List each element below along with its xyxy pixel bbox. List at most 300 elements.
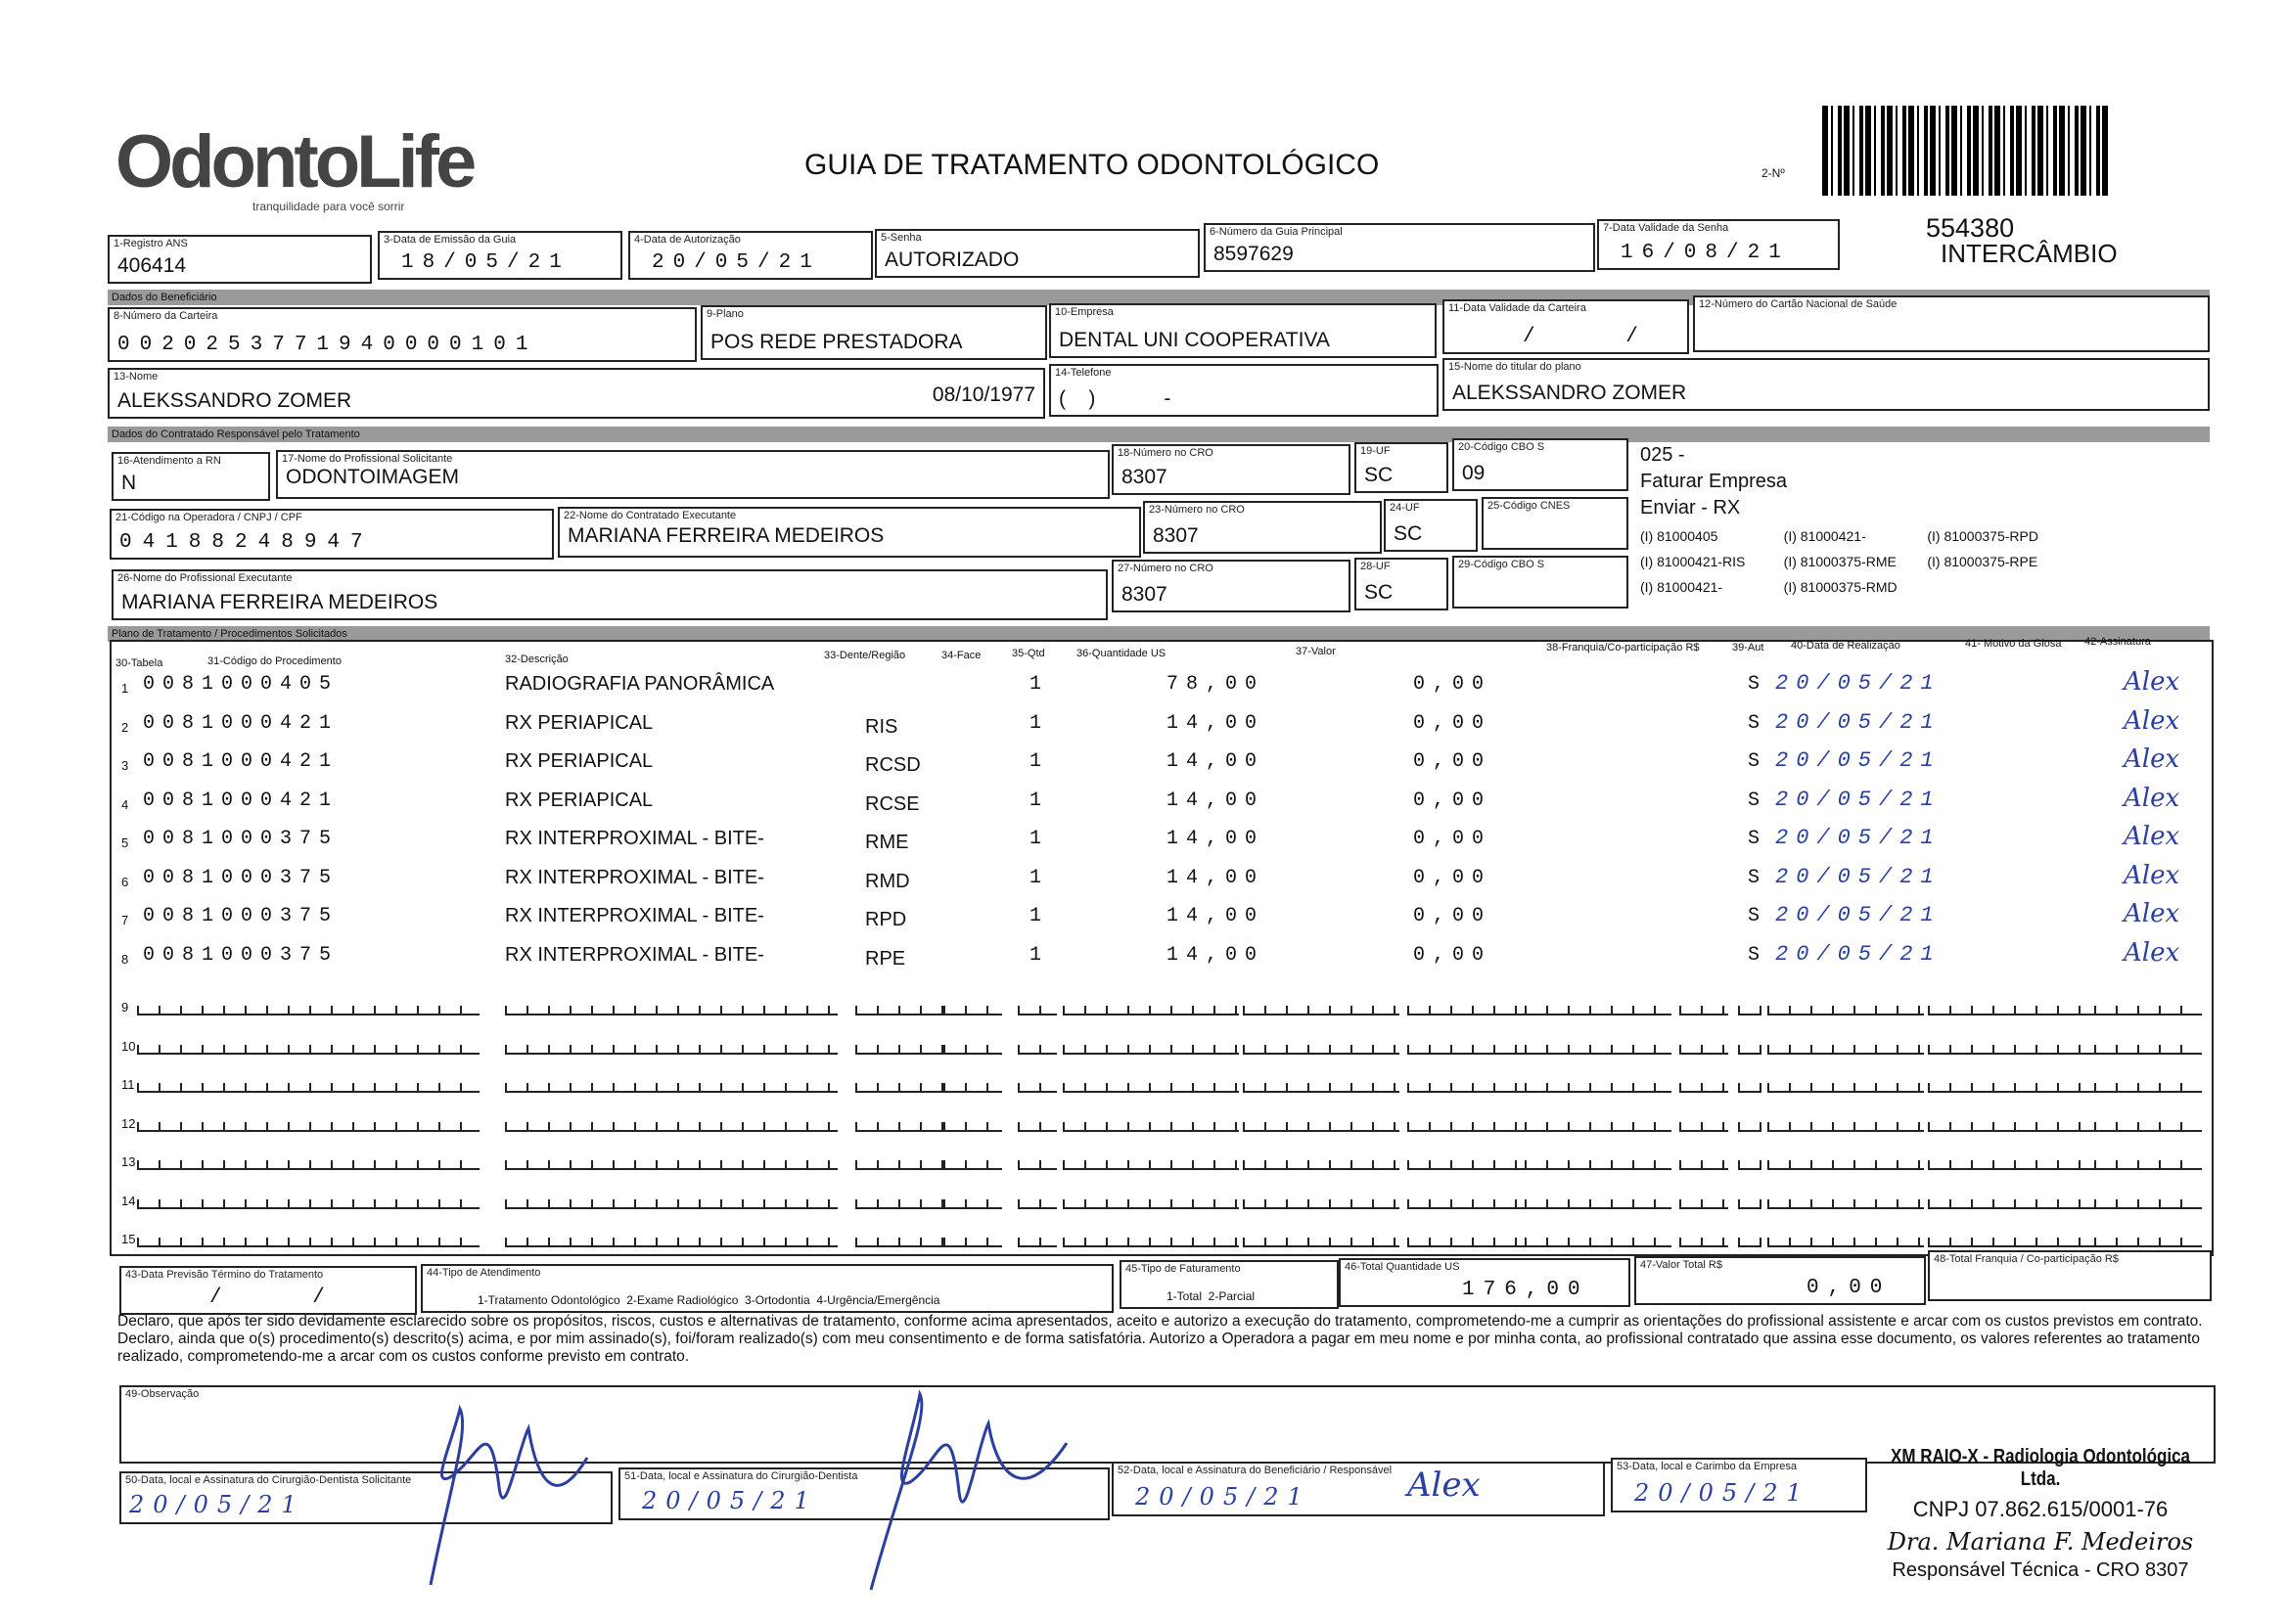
code-item: (I) 81000421- <box>1783 528 1866 544</box>
page-title: GUIA DE TRATAMENTO ODONTOLÓGICO <box>804 149 1380 181</box>
cell-group[interactable] <box>137 1073 480 1093</box>
field-value: N <box>121 472 137 494</box>
cell-group[interactable] <box>1679 996 1728 1015</box>
cell-group[interactable] <box>2094 1073 2202 1093</box>
field-uf-solicitante[interactable] <box>1354 442 1448 493</box>
cell-group[interactable] <box>1738 996 1761 1015</box>
cell-group[interactable] <box>1243 1150 1399 1170</box>
cell-group[interactable] <box>1679 1228 1728 1247</box>
row-description: RADIOGRAFIA PANORÂMICA <box>505 673 775 695</box>
row-code: 0081000421 <box>143 750 340 773</box>
cell-group[interactable] <box>1767 1190 1924 1209</box>
row-valor: 0,00 <box>1413 905 1492 927</box>
row-us: 14,00 <box>1166 789 1265 812</box>
field-label: 49-Observação <box>125 1388 200 1400</box>
field-value: 406414 <box>117 254 187 277</box>
field-value: 1-Total 2-Parcial <box>1166 1289 1256 1303</box>
notes-line-2: Faturar Empresa <box>1640 471 1788 492</box>
field-previsao-termino[interactable] <box>119 1266 417 1315</box>
field-label: 21-Código na Operadora / CNPJ / CPF <box>115 512 302 523</box>
field-label: 44-Tipo de Atendimento <box>427 1267 541 1279</box>
row-number: 1 <box>121 681 129 696</box>
cell-group[interactable] <box>505 1035 838 1055</box>
row-number: 13 <box>121 1154 136 1169</box>
field-label: 8-Número da Carteira <box>114 310 218 322</box>
row-code: 0081000375 <box>143 866 340 889</box>
cell-group[interactable] <box>1525 996 1671 1015</box>
row-qty: 1 <box>1029 789 1050 812</box>
field-value: 04188248947 <box>119 531 374 554</box>
cell-group[interactable] <box>2094 1112 2202 1132</box>
field-label: 50-Data, local e Assinatura do Cirurgião-Dentista Solicitante <box>125 1474 412 1486</box>
cell-group[interactable] <box>1407 1035 1525 1055</box>
cell-group[interactable] <box>943 996 1002 1015</box>
cell-group[interactable] <box>855 996 943 1015</box>
cell-group[interactable] <box>1063 996 1239 1015</box>
cell-group[interactable] <box>1018 996 1057 1015</box>
cell-group[interactable] <box>1738 1073 1761 1093</box>
field-value: 8307 <box>1121 466 1167 488</box>
cell-group[interactable] <box>1679 1035 1728 1055</box>
row-aut: S <box>1748 750 1768 773</box>
cell-group[interactable] <box>1063 1112 1239 1132</box>
row-valor: 0,00 <box>1413 673 1492 696</box>
cell-group[interactable] <box>1063 1073 1239 1093</box>
cell-group[interactable] <box>1407 1228 1525 1247</box>
field-label: 20-Código CBO S <box>1458 441 1545 453</box>
row-signature: Alex <box>2124 822 2180 851</box>
notes-line-1: 025 - <box>1640 444 1685 466</box>
cell-group[interactable] <box>1679 1112 1728 1132</box>
field-value: SC <box>1364 464 1394 486</box>
cell-group[interactable] <box>505 1228 838 1247</box>
cell-group[interactable] <box>505 996 838 1015</box>
cell-group[interactable] <box>137 1190 480 1209</box>
field-total-franquia[interactable] <box>1928 1250 2212 1301</box>
field-guia-principal[interactable] <box>1204 223 1595 272</box>
row-description: RX PERIAPICAL <box>505 789 654 811</box>
row-valor: 0,00 <box>1413 750 1492 773</box>
row-region: RMD <box>865 870 910 892</box>
row-number: 8 <box>121 951 129 967</box>
field-label: 12-Número do Cartão Nacional de Saúde <box>1699 298 1898 310</box>
row-date: 20/05/21 <box>1775 864 1942 889</box>
cell-group[interactable] <box>1243 1073 1399 1093</box>
cell-group[interactable] <box>2094 1190 2202 1209</box>
field-tipo-faturamento[interactable] <box>1120 1260 1339 1309</box>
field-label: 27-Número no CRO <box>1118 563 1213 574</box>
row-qty: 1 <box>1029 828 1050 850</box>
field-data-emissao[interactable] <box>378 231 622 280</box>
field-cnes[interactable] <box>1482 497 1628 550</box>
col-valor: 37-Valor <box>1296 646 1336 657</box>
col-codigo: 31-Código do Procedimento <box>207 655 342 667</box>
field-label: 28-UF <box>1360 561 1391 572</box>
field-label: 13-Nome <box>114 371 159 383</box>
row-us: 14,00 <box>1166 750 1265 773</box>
row-code: 0081000375 <box>143 905 340 927</box>
birth-date: 08/10/1977 <box>932 383 1035 406</box>
cell-group[interactable] <box>1928 1073 2094 1093</box>
row-aut: S <box>1748 789 1768 812</box>
row-us: 14,00 <box>1166 905 1265 927</box>
cell-group[interactable] <box>1928 1150 2094 1170</box>
code-item <box>1927 574 2071 600</box>
field-label: 1-Registro ANS <box>114 238 188 249</box>
row-code: 0081000405 <box>143 673 340 696</box>
row-number: 6 <box>121 874 129 889</box>
logo-text: OdontoLife <box>115 120 474 203</box>
cell-group[interactable] <box>1018 1190 1057 1209</box>
field-label: 11-Data Validade da Carteira <box>1448 302 1586 314</box>
row-code: 0081000421 <box>143 711 340 735</box>
row-signature: Alex <box>2124 705 2180 736</box>
field-value: SC <box>1394 522 1423 545</box>
cell-group[interactable] <box>1738 1190 1761 1209</box>
field-label: 7-Data Validade da Senha <box>1603 222 1729 234</box>
row-qty: 1 <box>1029 905 1050 927</box>
cell-group[interactable] <box>1525 1035 1671 1055</box>
cell-group[interactable] <box>943 1190 1002 1209</box>
declaration-text: Declaro, que após ter sido devidamente esclarecido sobre os propósitos, riscos, custos e alternativas de tratamento, conforme acima apresentados, aceito e autorizo a execução do tratamento, comprometendo-me a cumprir as orientações do profissional assistente e arcar com os custos previstos em contrato. Declaro, ainda que o(s) procedimento(s) descrito(s) acima, e por mim assinado(s), foi/foram realizado(s) com meu consentimento e de forma satisfatória. Autorizo a Operadora a pagar em meu nome e por minha conta, ao profissional contratado que assina esse documento, os valores referentes ao tratamento realizado, comprometendo-me a arcar com os custos conforme previsto em contrato. <box>117 1313 2203 1365</box>
cell-group[interactable] <box>1243 1228 1399 1247</box>
field-value: 0020253771940000101 <box>117 334 538 356</box>
cell-group[interactable] <box>1243 1112 1399 1132</box>
cell-group[interactable] <box>1738 1228 1761 1247</box>
field-total-us[interactable] <box>1339 1258 1630 1307</box>
cell-group[interactable] <box>1243 1190 1399 1209</box>
cell-group[interactable] <box>1063 1035 1239 1055</box>
cell-group[interactable] <box>1525 1150 1671 1170</box>
col-qtd: 35-Qtd <box>1012 648 1045 659</box>
cell-group[interactable] <box>505 1150 838 1170</box>
cell-group[interactable] <box>1928 1035 2094 1055</box>
field-telefone[interactable] <box>1049 364 1439 417</box>
field-cro-solicitante[interactable] <box>1112 444 1350 495</box>
cell-group[interactable] <box>855 1035 943 1055</box>
field-value: 09 <box>1462 462 1486 484</box>
field-value: / / <box>209 1286 364 1309</box>
cell-group[interactable] <box>943 1228 1002 1247</box>
field-label: 6-Número da Guia Principal <box>1210 226 1343 238</box>
cell-group[interactable] <box>137 1228 480 1247</box>
cell-group[interactable] <box>1525 1073 1671 1093</box>
row-date: 20/05/21 <box>1775 709 1942 735</box>
row-signature: Alex <box>2124 744 2180 774</box>
cell-group[interactable] <box>1407 1190 1525 1209</box>
cell-group[interactable] <box>505 1112 838 1132</box>
cell-group[interactable] <box>1018 1035 1057 1055</box>
field-numero-carteira[interactable] <box>108 307 697 362</box>
row-number: 7 <box>121 913 129 927</box>
row-number: 12 <box>121 1115 136 1131</box>
cell-group[interactable] <box>1407 1150 1525 1170</box>
row-region: RPE <box>865 947 906 970</box>
field-plano[interactable] <box>701 305 1047 360</box>
field-data-autorizacao[interactable] <box>628 231 873 280</box>
cell-group[interactable] <box>1063 1190 1239 1209</box>
field-cbo-profissional[interactable] <box>1452 556 1628 609</box>
field-label: 43-Data Previsão Término do Tratamento <box>125 1269 324 1281</box>
field-label: 22-Nome do Contratado Executante <box>564 510 737 521</box>
field-label: 26-Nome do Profissional Executante <box>117 572 293 584</box>
cell-group[interactable] <box>1928 1112 2094 1132</box>
cell-group[interactable] <box>1243 1035 1399 1055</box>
cell-group[interactable] <box>1679 1150 1728 1170</box>
row-us: 14,00 <box>1166 866 1265 889</box>
field-senha[interactable] <box>875 229 1200 278</box>
beneficiary-signature: Alex <box>1407 1466 1481 1505</box>
row-valor: 0,00 <box>1413 943 1492 967</box>
cell-group[interactable] <box>943 1112 1002 1132</box>
cell-group[interactable] <box>1525 1228 1671 1247</box>
cell-group[interactable] <box>1525 1190 1671 1209</box>
row-code: 0081000375 <box>143 943 340 967</box>
field-label: 9-Plano <box>707 308 744 320</box>
field-label: 14-Telefone <box>1055 367 1112 379</box>
cell-group[interactable] <box>1767 1228 1924 1247</box>
row-date: 20/05/21 <box>1775 787 1942 812</box>
col-motivo-glosa: 41- Motivo da Glosa <box>1965 638 2062 650</box>
stamp-name: Dra. Mariana F. Medeiros <box>1887 1528 2194 1556</box>
row-description: RX PERIAPICAL <box>505 711 654 734</box>
field-value: POS REDE PRESTADORA <box>710 331 963 353</box>
field-label: 48-Total Franquia / Co-participação R$ <box>1934 1253 2119 1265</box>
field-profissional-executante[interactable] <box>112 569 1108 620</box>
cell-group[interactable] <box>505 1190 838 1209</box>
logo-tagline: tranquilidade para você sorrir <box>252 200 405 213</box>
stamp-company: XM RAIO-X - Radiologia Odontológica Ltda. <box>1891 1446 2190 1490</box>
field-value: ALEKSSANDRO ZOMER <box>117 389 352 412</box>
cell-group[interactable] <box>1767 1073 1924 1093</box>
row-valor: 0,00 <box>1413 866 1492 889</box>
field-label: 25-Código CNES <box>1487 500 1571 512</box>
row-region: RCSE <box>865 792 920 815</box>
row-description: RX INTERPROXIMAL - BITE- <box>505 828 764 849</box>
row-us: 14,00 <box>1166 828 1265 850</box>
cell-group[interactable] <box>1018 1228 1057 1247</box>
cell-group[interactable] <box>137 1150 480 1170</box>
row-description: RX INTERPROXIMAL - BITE- <box>505 866 764 888</box>
cell-group[interactable] <box>1928 1228 2094 1247</box>
code-item: (I) 81000375-RPD <box>1927 528 2038 544</box>
cell-group[interactable] <box>855 1073 943 1093</box>
cell-group[interactable] <box>1928 1190 2094 1209</box>
row-signature: Alex <box>2124 937 2180 968</box>
field-value: SC <box>1364 581 1394 604</box>
col-dente: 33-Dente/Região <box>824 650 906 661</box>
row-qty: 1 <box>1029 866 1050 889</box>
row-number: 15 <box>121 1232 136 1246</box>
field-uf-profissional[interactable] <box>1354 558 1448 610</box>
field-value: MARIANA FERREIRA MEDEIROS <box>121 591 438 613</box>
cell-group[interactable] <box>1018 1073 1057 1093</box>
field-assinatura-beneficiario[interactable] <box>1112 1462 1605 1516</box>
row-aut: S <box>1748 943 1768 967</box>
cell-group[interactable] <box>943 1035 1002 1055</box>
row-aut: S <box>1748 905 1768 927</box>
cell-group[interactable] <box>1738 1112 1761 1132</box>
field-profissional-solicitante[interactable] <box>276 450 1110 499</box>
col-data-realizacao: 40-Data de Realização <box>1791 640 1900 652</box>
cell-group[interactable] <box>2094 1228 2202 1247</box>
field-value: 20/05/21 <box>1634 1479 1810 1507</box>
row-date: 20/05/21 <box>1775 748 1942 773</box>
row-valor: 0,00 <box>1413 711 1492 735</box>
field-cartao-nacional[interactable] <box>1693 295 2210 352</box>
cell-group[interactable] <box>1767 1150 1924 1170</box>
cell-group[interactable] <box>1738 1150 1761 1170</box>
col-franquia: 38-Franquia/Co-participação R$ <box>1546 642 1700 654</box>
cell-group[interactable] <box>2094 996 2202 1015</box>
code-item: (I) 81000421- <box>1640 579 1723 595</box>
cell-group[interactable] <box>1767 996 1924 1015</box>
field-value: 0,00 <box>1807 1277 1892 1299</box>
cell-group[interactable] <box>1525 1112 1671 1132</box>
field-label: 17-Nome do Profissional Solicitante <box>282 453 453 465</box>
field-empresa[interactable] <box>1049 303 1437 358</box>
field-cro-executante[interactable] <box>1143 501 1382 554</box>
row-us: 14,00 <box>1166 711 1265 735</box>
field-value: 20/05/21 <box>652 251 821 274</box>
field-label: 47-Valor Total R$ <box>1640 1259 1722 1271</box>
field-cro-profissional[interactable] <box>1112 560 1350 612</box>
section-contratado: Dados do Contratado Responsável pelo Tratamento <box>108 427 2210 442</box>
cell-group[interactable] <box>505 1073 838 1093</box>
field-codigo-operadora[interactable] <box>110 509 554 560</box>
contract-notes <box>1640 444 2071 600</box>
cell-group[interactable] <box>855 1190 943 1209</box>
row-date: 20/05/21 <box>1775 671 1942 696</box>
cell-group[interactable] <box>855 1112 943 1132</box>
row-description: RX INTERPROXIMAL - BITE- <box>505 943 764 966</box>
field-label: 45-Tipo de Faturamento <box>1125 1263 1241 1275</box>
field-value: AUTORIZADO <box>885 248 1020 271</box>
code-item: (I) 81000375-RMD <box>1783 579 1898 595</box>
cell-group[interactable] <box>1679 1190 1728 1209</box>
field-label: 52-Data, local e Assinatura do Beneficiário / Responsável <box>1118 1465 1393 1476</box>
cell-group[interactable] <box>1018 1112 1057 1132</box>
cell-group[interactable] <box>1679 1073 1728 1093</box>
field-label: 15-Nome do titular do plano <box>1448 361 1581 373</box>
dentist-signature-1 <box>391 1370 626 1604</box>
field-validade-carteira[interactable] <box>1442 299 1689 354</box>
guide-no-label: 2-Nº <box>1761 166 1785 180</box>
cell-group[interactable] <box>1063 1150 1239 1170</box>
field-label: 29-Código CBO S <box>1458 559 1545 570</box>
row-number: 4 <box>121 796 129 812</box>
col-descricao: 32-Descrição <box>505 654 569 665</box>
row-code: 0081000421 <box>143 789 340 812</box>
row-number: 2 <box>121 719 129 735</box>
company-stamp <box>1859 1446 2221 1582</box>
stamp-role: Responsável Técnica - CRO 8307 <box>1892 1559 2189 1581</box>
cell-group[interactable] <box>137 1112 480 1132</box>
cell-group[interactable] <box>2094 1150 2202 1170</box>
cell-group[interactable] <box>1928 996 2094 1015</box>
notes-codes <box>1640 523 2071 600</box>
field-contratado-executante[interactable] <box>558 507 1141 558</box>
cell-group[interactable] <box>1767 1112 1924 1132</box>
cell-group[interactable] <box>2094 1035 2202 1055</box>
cell-group[interactable] <box>1243 996 1399 1015</box>
row-aut: S <box>1748 866 1768 889</box>
row-code: 0081000375 <box>143 828 340 850</box>
col-tabela: 30-Tabela <box>115 657 163 669</box>
field-value: 16/08/21 <box>1621 242 1790 264</box>
cell-group[interactable] <box>1407 996 1525 1015</box>
field-valor-total[interactable] <box>1634 1256 1926 1305</box>
field-value: 176,00 <box>1462 1279 1589 1301</box>
code-item: (I) 81000405 <box>1640 528 1718 544</box>
row-aut: S <box>1748 828 1768 850</box>
cell-group[interactable] <box>943 1150 1002 1170</box>
row-valor: 0,00 <box>1413 789 1492 812</box>
barcode <box>1822 106 2108 196</box>
row-aut: S <box>1748 711 1768 735</box>
field-nome[interactable] <box>108 368 1045 419</box>
field-label: 46-Total Quantidade US <box>1345 1261 1460 1273</box>
field-carimbo-empresa[interactable] <box>1611 1458 1867 1512</box>
cell-group[interactable] <box>855 1150 943 1170</box>
cell-group[interactable] <box>1407 1112 1525 1132</box>
cell-group[interactable] <box>1407 1073 1525 1093</box>
field-cbo-solicitante[interactable] <box>1452 438 1628 491</box>
guide-number: 554380 <box>1926 213 2015 243</box>
row-number: 9 <box>121 1000 129 1015</box>
code-item: (I) 81000421-RIS <box>1640 554 1746 569</box>
field-value: 18/05/21 <box>401 251 571 274</box>
field-registro-ans[interactable] <box>108 235 372 284</box>
row-qty: 1 <box>1029 711 1050 735</box>
cell-group[interactable] <box>137 996 480 1015</box>
guide-type: INTERCÂMBIO <box>1941 239 2118 268</box>
cell-group[interactable] <box>1767 1035 1924 1055</box>
cell-group[interactable] <box>943 1073 1002 1093</box>
cell-group[interactable] <box>1018 1150 1057 1170</box>
row-signature: Alex <box>2124 860 2180 890</box>
col-assinatura: 42-Assinatura <box>2084 636 2151 648</box>
cell-group[interactable] <box>1738 1035 1761 1055</box>
row-region: RIS <box>865 715 898 738</box>
field-tipo-atendimento[interactable] <box>421 1264 1114 1313</box>
field-value: 8307 <box>1121 583 1167 606</box>
field-value: ODONTOIMAGEM <box>286 466 459 488</box>
row-number: 14 <box>121 1193 136 1208</box>
field-validade-senha[interactable] <box>1597 219 1840 270</box>
cell-group[interactable] <box>855 1228 943 1247</box>
row-signature: Alex <box>2124 667 2180 697</box>
row-region: RME <box>865 832 909 853</box>
field-value: ( ) - <box>1059 387 1171 410</box>
field-atendimento-rn[interactable] <box>112 452 270 501</box>
row-date: 20/05/21 <box>1775 903 1942 927</box>
code-item: (I) 81000375-RME <box>1783 554 1897 569</box>
field-uf-executante[interactable] <box>1384 499 1478 552</box>
row-number: 10 <box>121 1038 136 1054</box>
cell-group[interactable] <box>137 1035 480 1055</box>
field-titular[interactable] <box>1442 358 2210 411</box>
field-value: DENTAL UNI COOPERATIVA <box>1059 329 1330 351</box>
row-date: 20/05/21 <box>1775 826 1942 850</box>
cell-group[interactable] <box>1063 1228 1239 1247</box>
section-beneficiario: Dados do Beneficiário <box>108 290 2210 305</box>
notes-line-3: Enviar - RX <box>1640 497 1741 519</box>
row-number: 3 <box>121 758 129 773</box>
field-value: 8597629 <box>1213 243 1294 265</box>
field-label: 19-UF <box>1360 445 1391 457</box>
field-label: 4-Data de Autorização <box>634 234 741 246</box>
